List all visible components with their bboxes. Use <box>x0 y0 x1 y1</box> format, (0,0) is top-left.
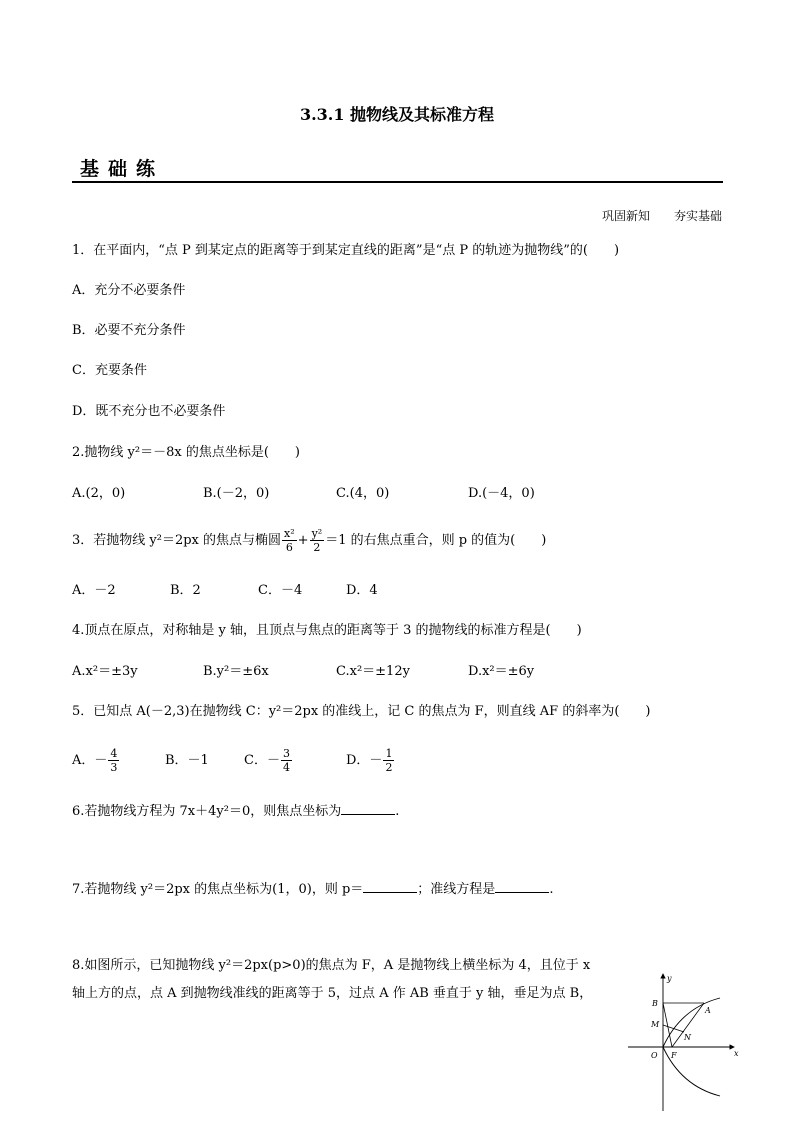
fraction-numerator: y² <box>311 527 323 540</box>
label-m: M <box>651 1020 660 1029</box>
question-6-end: . <box>395 804 400 819</box>
label-x: x <box>734 1049 739 1058</box>
question-6-stem <box>72 802 399 821</box>
question-1-stem: 1．在平面内，“点 P 到某定点的距离等于到某定直线的距离”是“点 P 的轨迹为抛物线”的( ) <box>72 243 620 258</box>
page-title: 3.3.1 抛物线及其标准方程 <box>299 105 495 124</box>
question-2-option-b: B.(－2，0) <box>203 486 270 501</box>
segment-bf <box>663 1003 672 1047</box>
question-3-option-c: C．－4 <box>258 583 303 598</box>
question-1-option-d: D．既不充分也不必要条件 <box>72 404 226 419</box>
fraction-numerator: 1 <box>385 747 393 760</box>
question-7-end: . <box>549 882 554 897</box>
question-7-text: 7.若抛物线 y²＝2px 的焦点坐标为(1，0)，则 p＝ <box>72 882 364 897</box>
question-4-option-d: D.x²＝±6y <box>468 664 535 679</box>
question-5-stem: 5．已知点 A(－2,3)在抛物线 C：y²＝2px 的准线上，记 C 的焦点为 F，则直线 AF 的斜率为( ) <box>72 704 651 719</box>
section-rule <box>72 181 723 183</box>
question-1-option-a: A．充分不必要条件 <box>72 283 186 298</box>
question-4-option-a: A.x²＝±3y <box>72 664 138 679</box>
fraction-numerator: x² <box>284 527 295 540</box>
label-y: y <box>667 974 672 983</box>
tag-foundation: 夯实基础 <box>673 209 722 223</box>
question-4-option-c: C.x²＝±12y <box>336 664 410 679</box>
option-label: B．－1 <box>165 753 209 768</box>
fraction-denominator: 6 <box>285 541 293 554</box>
segment-mn <box>663 1025 684 1032</box>
question-2-option-d: D.(－4，0) <box>468 486 535 501</box>
label-f: F <box>671 1051 677 1060</box>
fraction-denominator: 3 <box>110 761 118 774</box>
question-3-stem <box>72 526 546 556</box>
ellipse-fraction-y <box>310 527 325 554</box>
label-a: A <box>705 1006 711 1015</box>
option-label: D．－ <box>346 753 383 768</box>
option-label: A．－ <box>72 753 108 768</box>
fraction-numerator: 3 <box>282 747 290 760</box>
ellipse-fraction-x <box>282 527 297 554</box>
question-5-option-b <box>165 744 209 778</box>
question-5-option-a <box>72 744 120 778</box>
answer-blank-directrix[interactable] <box>495 880 549 893</box>
parabola-figure <box>626 968 748 1114</box>
option-fraction <box>281 747 292 774</box>
fraction-denominator: 4 <box>282 761 290 774</box>
question-3-option-b: B．2 <box>170 583 201 598</box>
plus-sign: + <box>297 533 309 548</box>
question-3-text-pre: 3．若抛物线 y²＝2px 的焦点与椭圆 <box>72 533 282 548</box>
section-tags <box>602 207 722 225</box>
question-3-text-post: ＝1 的右焦点重合，则 p 的值为( ) <box>325 533 547 548</box>
question-1-option-c: C．充要条件 <box>72 363 147 378</box>
tag-consolidate: 巩固新知 <box>601 209 650 223</box>
question-6-text: 6.若抛物线方程为 7x＋4y²＝0，则焦点坐标为 <box>72 804 342 819</box>
label-n: N <box>684 1033 691 1042</box>
question-5-option-c <box>244 744 293 778</box>
question-2-stem: 2.抛物线 y²＝－8x 的焦点坐标是( ) <box>72 445 300 460</box>
question-7-stem <box>72 880 553 899</box>
question-2-option-c: C.(4，0) <box>336 486 390 501</box>
question-1-option-b: B．必要不充分条件 <box>72 323 186 338</box>
label-o: O <box>651 1051 658 1060</box>
question-4-stem: 4.顶点在原点，对称轴是 y 轴，且顶点与焦点的距离等于 3 的抛物线的标准方程是( ) <box>72 623 582 638</box>
option-fraction <box>108 747 119 774</box>
question-4-option-b: B.y²＝±6x <box>203 664 269 679</box>
fraction-numerator: 4 <box>110 747 118 760</box>
answer-blank[interactable] <box>341 802 395 815</box>
section-heading: 基础练 <box>80 158 165 180</box>
question-7-mid: ；准线方程是 <box>417 882 496 897</box>
question-8-line-2: 轴上方的点，点 A 到抛物线准线的距离等于 5，过点 A 作 AB 垂直于 y 轴，垂足为点 B， <box>72 986 593 1001</box>
answer-blank-p[interactable] <box>363 880 417 893</box>
question-5-option-d <box>346 744 395 778</box>
question-3-option-a: A．－2 <box>72 583 116 598</box>
fraction-denominator: 2 <box>313 541 321 554</box>
question-8-line-1: 8.如图所示，已知抛物线 y²＝2px(p>0)的焦点为 F，A 是抛物线上横坐标为 4，且位于 x <box>72 958 591 973</box>
option-fraction <box>383 747 394 774</box>
fraction-denominator: 2 <box>385 761 393 774</box>
option-label: C．－ <box>244 753 280 768</box>
label-b: B <box>652 999 658 1008</box>
question-2-option-a: A.(2，0) <box>72 486 126 501</box>
question-3-option-d: D．4 <box>346 583 378 598</box>
